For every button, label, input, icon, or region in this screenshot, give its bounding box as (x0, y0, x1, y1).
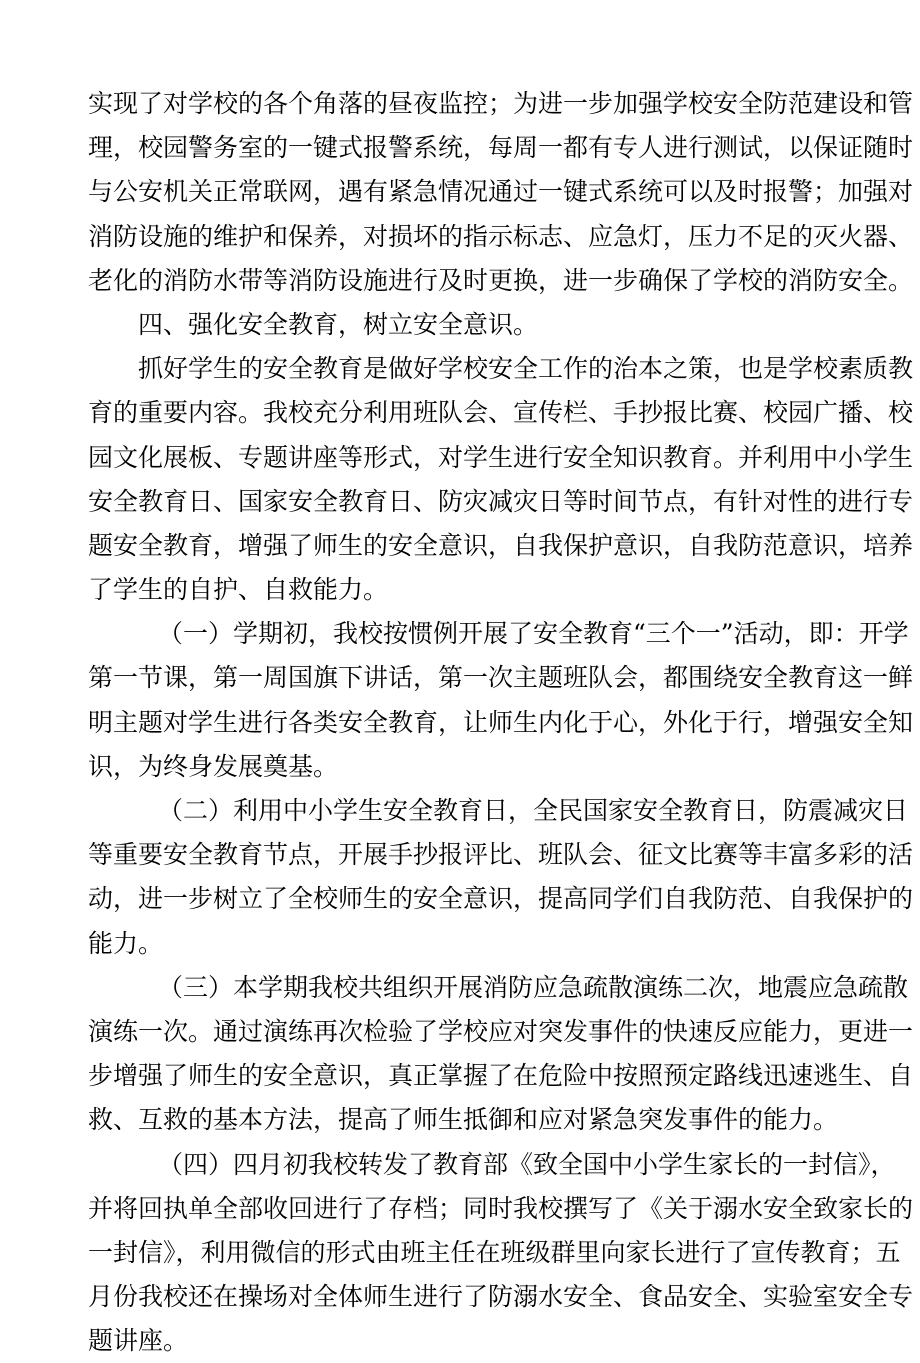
text-line: 题讲座。 (88, 1326, 189, 1356)
text-line: 育的重要内容。我校充分利用班队会、宣传栏、手抄报比赛、校园广播、校 (88, 398, 914, 428)
text-line: （三）本学期我校共组织开展消防应急疏散演练二次，地震应急疏散 (158, 972, 909, 1002)
text-line: 月份我校还在操场对全体师生进行了防溺水安全、食品安全、实验室安全专 (88, 1282, 914, 1312)
text-line: 等重要安全教育节点，开展手抄报评比、班队会、征文比赛等丰富多彩的活 (88, 840, 914, 870)
text-line: （二）利用中小学生安全教育日，全民国家安全教育日，防震减灾日 (158, 796, 909, 825)
text-line: 了学生的自护、自救能力。 (88, 575, 389, 605)
text-line: （一）学期初，我校按惯例开展了安全教育“三个一”活动，即：开学 (158, 619, 909, 649)
text-line: 理，校园警务室的一键式报警系统，每周一都有专人进行测试，以保证随时 (88, 133, 914, 163)
text-line: 第一节课，第一周国旗下讲话，第一次主题班队会，都围绕安全教育这一鲜 (88, 663, 914, 693)
text-line: 明主题对学生进行各类安全教育，让师生内化于心，外化于行，增强安全知 (88, 707, 914, 737)
document-page (88, 82, 914, 1363)
text-line: 步增强了师生的安全意识，真正掌握了在危险中按照预定路线迅速逃生、自 (88, 1061, 914, 1091)
text-line: 题安全教育，增强了师生的安全意识，自我保护意识，自我防范意识，培养 (88, 530, 914, 560)
text-line: 与公安机关正常联网，遇有紧急情况通过一键式系统可以及时报警；加强对 (88, 177, 914, 207)
text-line: 演练一次。通过演练再次检验了学校应对突发事件的快速反应能力，更进一 (88, 1016, 914, 1046)
text-line: 能力。 (88, 928, 164, 958)
text-line: 识，为终身发展奠基。 (88, 751, 339, 781)
text-line: 安全教育日、国家安全教育日、防灾减灾日等时间节点，有针对性的进行专 (88, 486, 914, 516)
text-line: 园文化展板、专题讲座等形式，对学生进行安全知识教育。并利用中小学生 (88, 442, 914, 472)
text-line: 并将回执单全部收回进行了存档；同时我校撰写了《关于溺水安全致家长的 (88, 1193, 914, 1223)
text-line: （四）四月初我校转发了教育部《致全国中小学生家长的一封信》， (158, 1149, 896, 1179)
text-line: 一封信》，利用微信的形式由班主任在班级群里向家长进行了宣传教育；五 (88, 1237, 901, 1267)
text-line: 抓好学生的安全教育是做好学校安全工作的治本之策，也是学校素质教 (138, 354, 914, 384)
text-line: 动，进一步树立了全校师生的安全意识，提高同学们自我防范、自我保护的 (88, 884, 914, 914)
text-line: 实现了对学校的各个角落的昼夜监控；为进一步加强学校安全防范建设和管 (88, 89, 914, 118)
text-line: 老化的消防水带等消防设施进行及时更换，进一步确保了学校的消防安全。 (88, 265, 914, 295)
section-heading: 四、强化安全教育，树立安全意识。 (138, 309, 539, 339)
text-line: 消防设施的维护和保养，对损坏的指示标志、应急灯，压力不足的灭火器、 (88, 221, 914, 251)
text-line: 救、互救的基本方法，提高了师生抵御和应对紧急突发事件的能力。 (88, 1105, 839, 1135)
